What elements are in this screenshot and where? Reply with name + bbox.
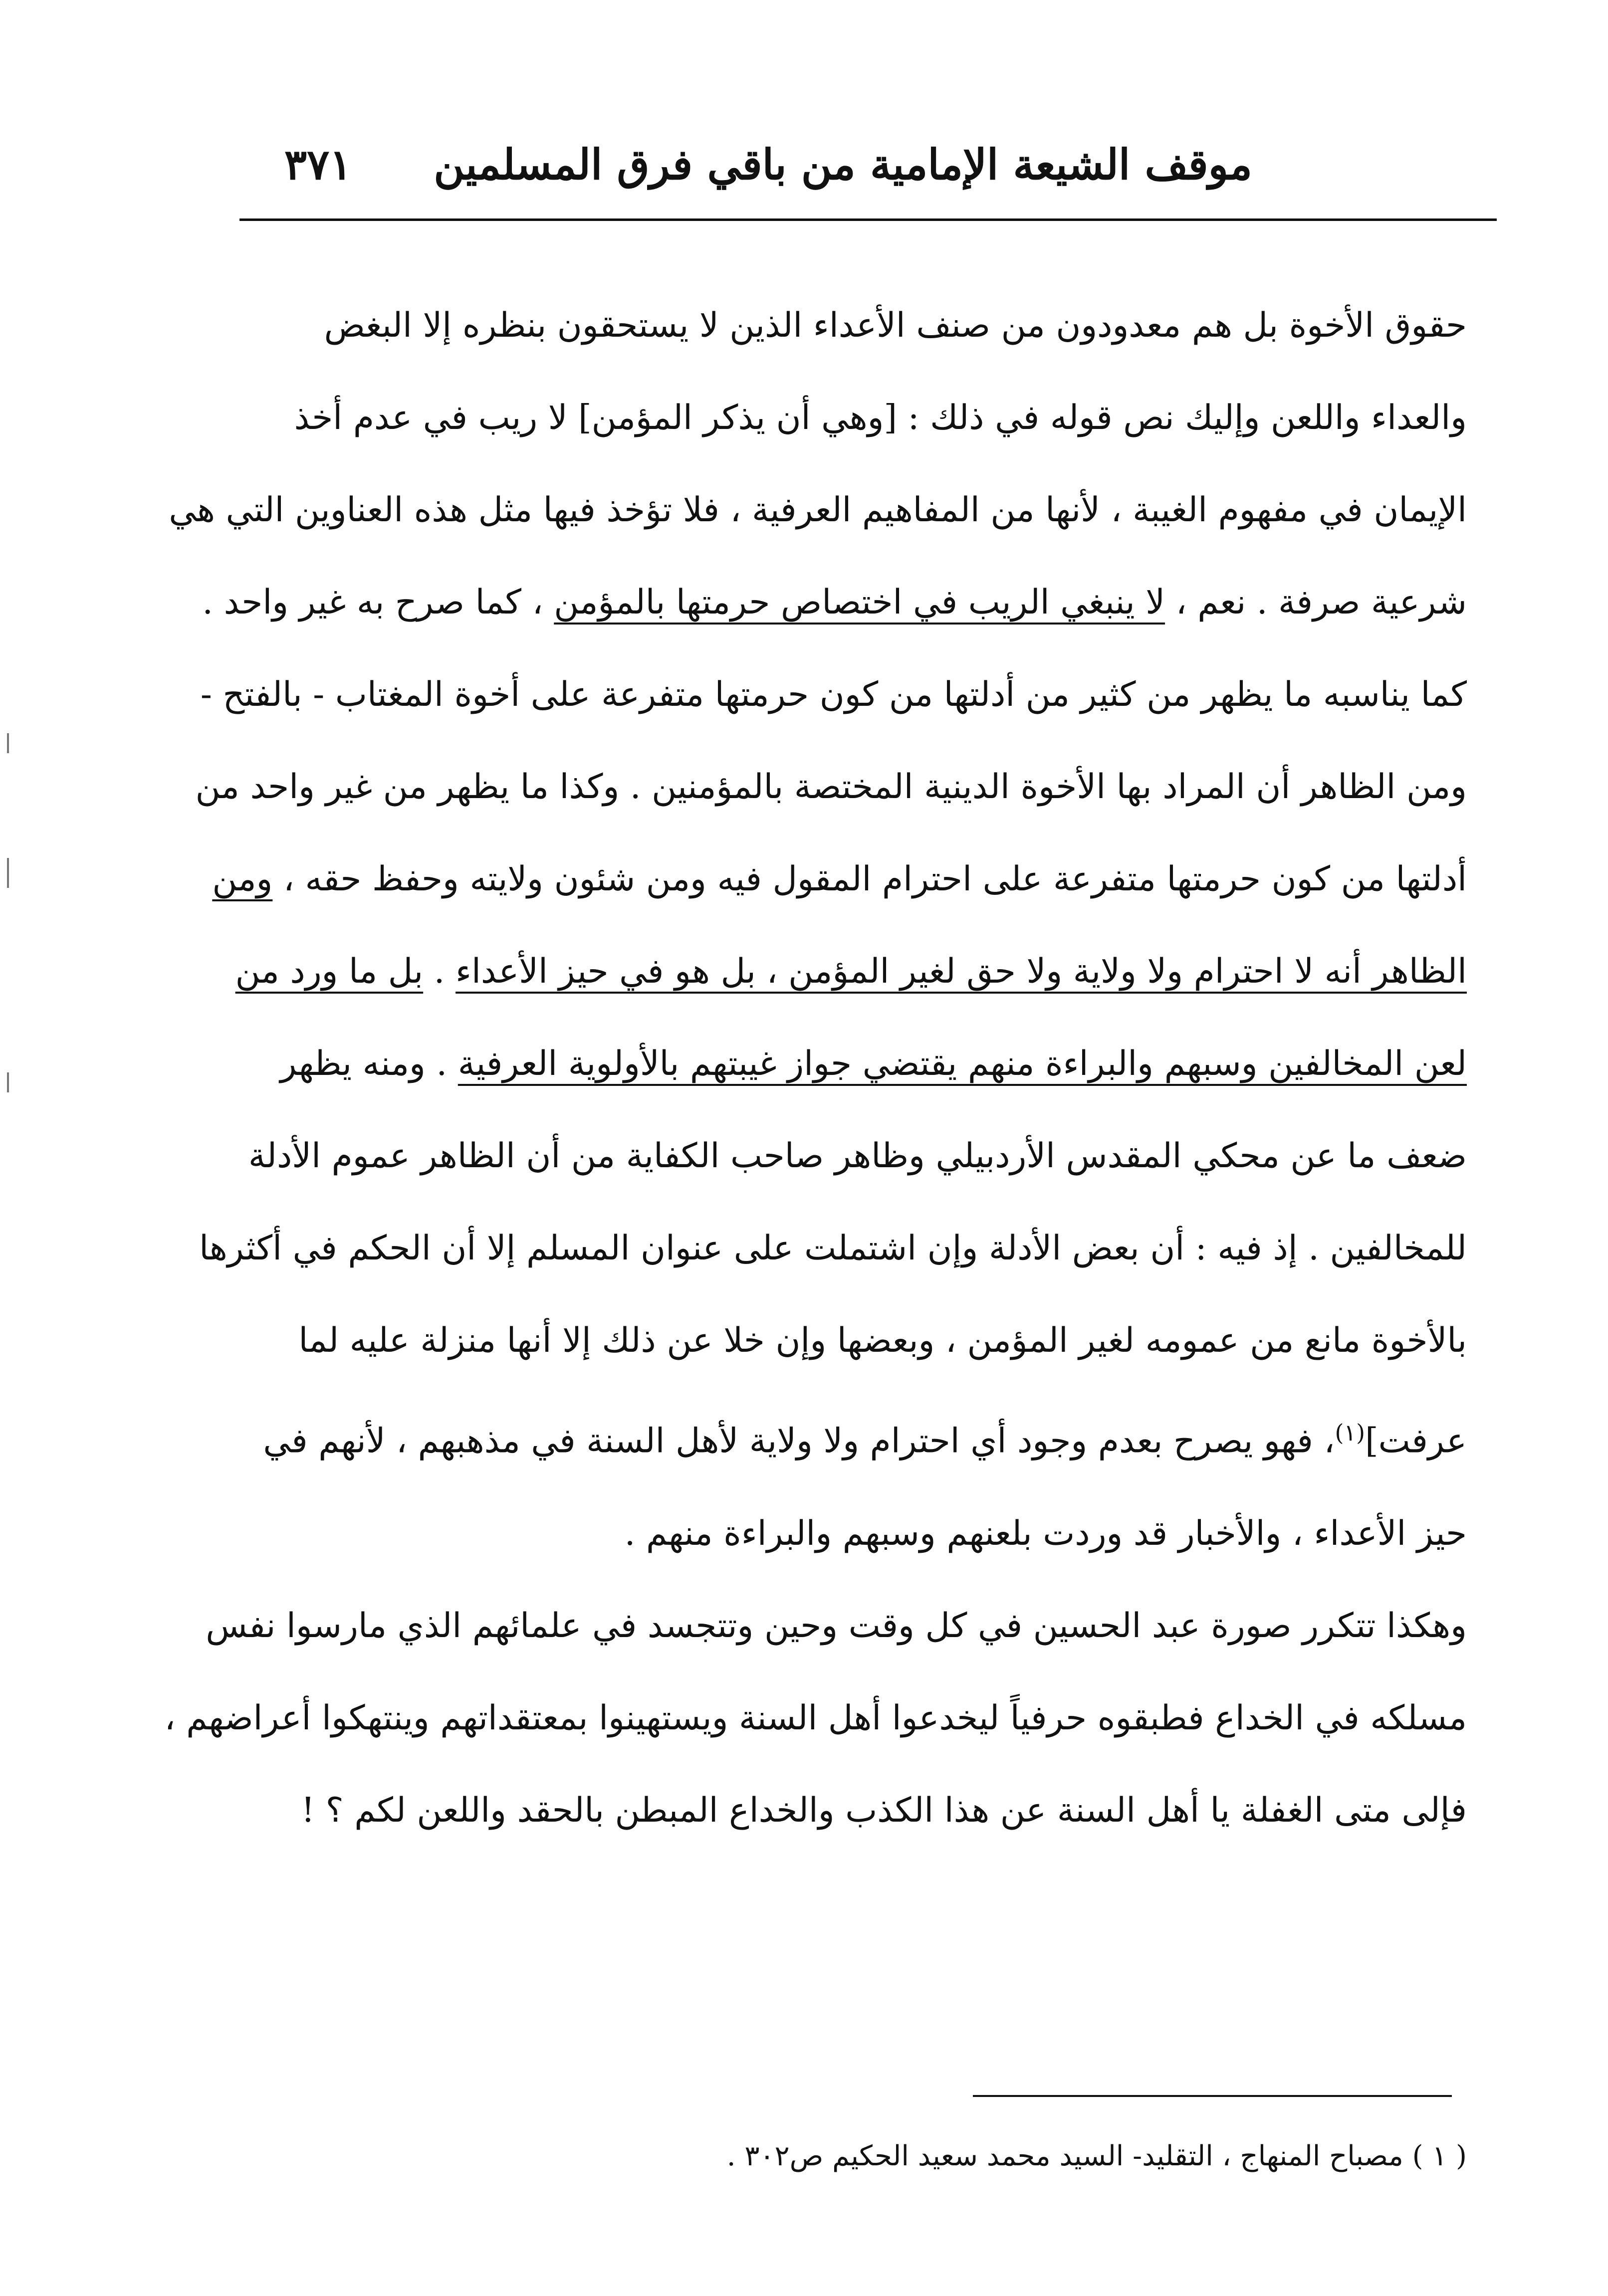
text-span: . — [423, 952, 456, 991]
text-line — [239, 1018, 1467, 1110]
page-number: ٣٧١ — [284, 140, 352, 189]
text-line: مسلكه في الخداع فطبقوه حرفياً ليخدعوا أهل السنة ويستهينوا بمعتقداتهم وينتهكوا أعراضهم ، — [164, 1698, 1467, 1738]
scan-edge-mark — [7, 1072, 9, 1092]
footnote-rule — [973, 2095, 1452, 2097]
text-span: أدلتها من كون حرمتها متفرعة على احترام المقول فيه ومن شئون ولايته وحفظ حقه ، — [272, 859, 1467, 899]
text-line: كما يناسبه ما يظهر من كثير من أدلتها من كون حرمتها متفرعة على أخوة المغتاب - بالفتح - — [200, 675, 1467, 714]
text-line: فإلى متى الغفلة يا أهل السنة عن هذا الكذب والخداع المبطن بالحقد واللعن لكم ؟ ! — [301, 1790, 1467, 1830]
text-span: ، كما صرح به غير واحد . — [202, 583, 543, 622]
text-line: ضعف ما عن محكي المقدس الأردبيلي وظاهر صاحب الكفاية من أن الظاهر عموم الأدلة — [248, 1136, 1467, 1176]
text-line: للمخالفين . إذ فيه : أن بعض الأدلة وإن اشتملت على عنوان المسلم إلا أن الحكم في أكثرها — [199, 1229, 1467, 1268]
text-line: والعداء واللعن وإليك نص قوله في ذلك : [وهي أن يذكر المؤمن] لا ريب في عدم أخذ — [294, 398, 1467, 437]
text-line — [202, 556, 1467, 648]
body-text — [164, 279, 1467, 1857]
underlined-text: الظاهر أنه لا احترام ولا ولاية ولا حق لغير المؤمن ، بل هو في حيز الأعداء — [456, 952, 1467, 991]
text-line: وهكذا تتكرر صورة عبد الحسين في كل وقت وحين وتتجسد في علمائهم الذي مارسوا نفس — [206, 1606, 1467, 1646]
text-line: بالأخوة مانع من عمومه لغير المؤمن ، وبعضها وإن خلا عن ذلك إلا أنها منزلة عليه لما — [298, 1321, 1467, 1360]
text-line: حيز الأعداء ، والأخبار قد وردت بلعنهم وسبهم والبراءة منهم . — [624, 1513, 1467, 1553]
footnote: ( ١ ) مصباح المنهاج ، التقليد- السيد محمد سعيد الحكيم ص٣٠٢ . — [726, 2140, 1467, 2172]
header-rule — [239, 218, 1497, 221]
text-line: ومن الظاهر أن المراد بها الأخوة الدينية المختصة بالمؤمنين . وكذا ما يظهر من غير واحد من — [195, 767, 1467, 807]
underlined-text: لا ينبغي الريب في اختصاص حرمتها بالمؤمن — [554, 583, 1165, 622]
text-line: حقوق الأخوة بل هم معدودون من صنف الأعداء الذين لا يستحقون بنظره إلا البغض — [324, 306, 1467, 345]
text-span: عرفت] — [1365, 1421, 1467, 1461]
text-line — [235, 925, 1467, 1018]
running-title: موقف الشيعة الإمامية من باقي فرق المسلمين — [434, 140, 1252, 189]
underlined-text: لعن المخالفين وسبهم والبراءة منهم يقتضي جواز غيبتهم بالأولوية العرفية — [458, 1044, 1467, 1083]
text-line — [239, 1387, 1467, 1487]
text-span: شرعية صرفة . نعم ، — [1165, 583, 1467, 622]
text-span: ، فهو يصرح بعدم وجود أي احترام ولا ولاية لأهل السنة في مذهبهم ، لأنهم في — [263, 1421, 1335, 1461]
text-line — [212, 833, 1467, 925]
paragraph-1 — [169, 279, 1467, 1580]
paragraph-2 — [164, 1580, 1467, 1857]
scan-edge-mark — [7, 733, 9, 753]
text-line: الإيمان في مفهوم الغيبة ، لأنها من المفاهيم العرفية ، فلا تؤخذ فيها مثل هذه العناوين التي هي — [169, 490, 1467, 530]
text-span: . ومنه يظهر — [280, 1044, 458, 1083]
underlined-text: بل ما ورد من — [235, 952, 424, 991]
running-header — [239, 125, 1497, 205]
footnote-reference[interactable]: (١) — [1335, 1419, 1366, 1446]
scan-edge-mark — [7, 858, 9, 888]
underlined-text: ومن — [212, 859, 273, 899]
